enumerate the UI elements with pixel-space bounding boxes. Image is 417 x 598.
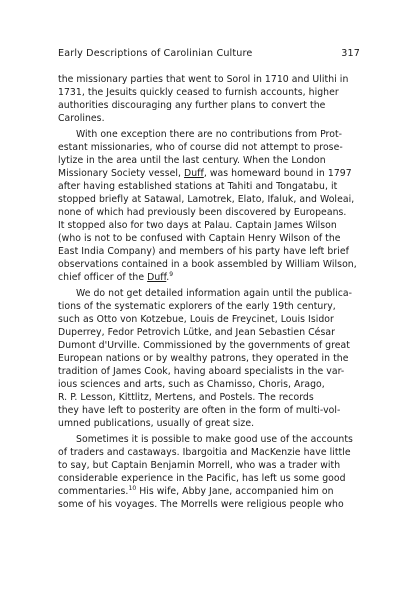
text-line [58, 258, 357, 271]
text-line [58, 99, 325, 112]
text-line [58, 459, 340, 472]
text-line [58, 498, 344, 511]
text-line [58, 485, 334, 498]
text-run: observations contained in a book assembled by William Wilson, [58, 259, 357, 270]
text-line [58, 154, 326, 167]
running-head [58, 48, 360, 62]
text-line [58, 180, 337, 193]
text-line [58, 326, 335, 339]
text-line [58, 300, 336, 313]
text-line [58, 417, 254, 430]
text-run: R. P. Lesson, Kittlitz, Mertens, and Postels. The records [58, 392, 314, 403]
text-line [58, 219, 337, 232]
text-run: 1731, the Jesuits quickly ceased to furnish accounts, higher [58, 87, 339, 98]
text-run: Sometimes it is possible to make good use of the accounts [76, 434, 353, 445]
text-line [76, 287, 352, 300]
text-line [58, 73, 348, 86]
text-line [58, 86, 339, 99]
text-line [76, 433, 353, 446]
text-line [58, 472, 346, 485]
text-run: after having established stations at Tahiti and Tongatabu, it [58, 181, 338, 192]
text-run: Carolines. [58, 113, 105, 124]
text-line [58, 339, 350, 352]
text-run: Duperrey, Fedor Petrovich Lütke, and Jean Sebastien César [58, 327, 335, 338]
running-head-title: Early Descriptions of Carolinian Culture [58, 48, 253, 59]
ship-name: Duff [184, 168, 204, 179]
text-run: none of which had previously been discovered by Europeans. [58, 207, 347, 218]
text-run: European nations or by wealthy patrons, they operated in the [58, 353, 349, 364]
text-run: . [166, 272, 170, 283]
text-run: stopped briefly at Satawal, Lamotrek, Elato, Ifaluk, and Woleai, [58, 194, 355, 205]
footnote-marker: 10 [128, 484, 137, 492]
text-line [58, 352, 349, 365]
text-run: authorities discouraging any further plans to convert the [58, 100, 326, 111]
footnote-marker: 9 [169, 270, 174, 278]
text-line [58, 206, 346, 219]
text-run: His wife, Abby Jane, accompanied him on [136, 486, 334, 497]
text-line [58, 141, 343, 154]
text-run: chief officer of the [58, 272, 148, 283]
text-run: they have left to posterity are often in the form of multi-vol- [58, 405, 341, 416]
text-line [58, 167, 352, 180]
text-run: ious sciences and arts, such as Chamisso, Choris, Arago, [58, 379, 325, 390]
text-line [58, 245, 349, 258]
text-run: commentaries. [58, 486, 129, 497]
text-run: With one exception there are no contributions from Prot- [76, 129, 343, 140]
ship-name: Duff [147, 272, 167, 283]
text-run: We do not get detailed information again until the publica- [76, 288, 353, 299]
text-run: , was homeward bound in 1797 [203, 168, 352, 179]
text-run: to say, but Captain Benjamin Morrell, who was a trader with [58, 460, 341, 471]
text-run: tradition of James Cook, having aboard specialists in the var- [58, 366, 345, 377]
text-run: lytize in the area until the last century. When the London [58, 155, 326, 166]
text-run: such as Otto von Kotzebue, Louis de Freycinet, Louis Isidor [58, 314, 334, 325]
text-run: umned publications, usually of great size. [58, 418, 255, 429]
text-run: Missionary Society vessel, [58, 168, 185, 179]
text-line [58, 404, 340, 417]
text-line [58, 446, 351, 459]
text-line [58, 313, 334, 326]
text-run: Dumont d'Urville. Commissioned by the governments of great [58, 340, 350, 351]
text-run: of traders and castaways. Ibargoitia and MacKenzie have little [58, 447, 351, 458]
text-run: It stopped also for two days at Palau. Captain James Wilson [58, 220, 337, 231]
text-line [58, 378, 325, 391]
text-run: the missionary parties that went to Sorol in 1710 and Ulithi in [58, 74, 349, 85]
text-run: some of his voyages. The Morrells were religious people who [58, 499, 344, 510]
text-run: considerable experience in the Pacific, has left us some good [58, 473, 346, 484]
text-line [58, 391, 314, 404]
text-line [58, 365, 344, 378]
text-run: tions of the systematic explorers of the early 19th century, [58, 301, 336, 312]
text-line [58, 232, 341, 245]
page-number: 317 [341, 48, 360, 59]
text-run: East India Company) and members of his party have left brief [58, 246, 349, 257]
text-run: (who is not to be confused with Captain Henry Wilson of the [58, 233, 341, 244]
text-line [76, 128, 342, 141]
text-run: estant missionaries, who of course did not attempt to prose- [58, 142, 343, 153]
text-line [58, 193, 354, 206]
text-line [58, 271, 173, 284]
text-line [58, 112, 105, 125]
